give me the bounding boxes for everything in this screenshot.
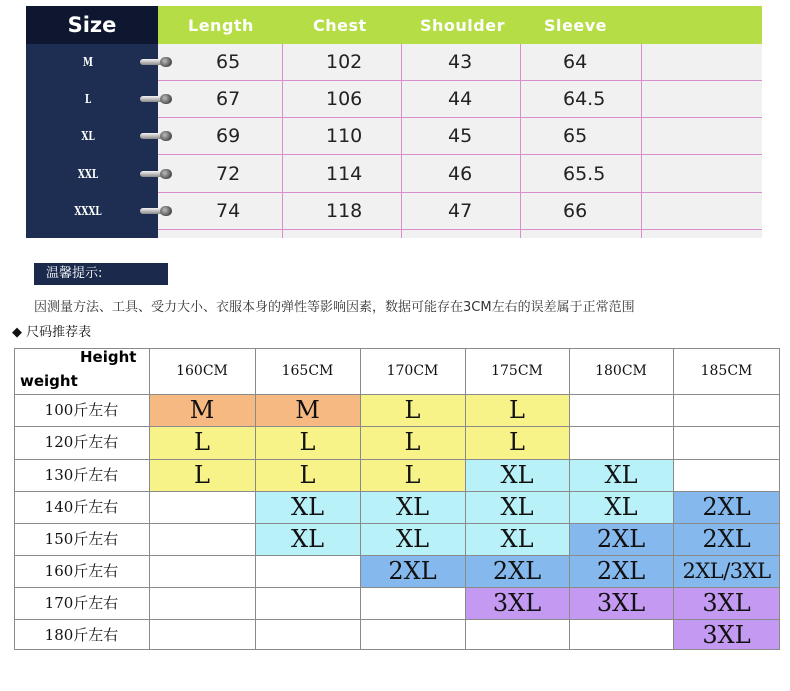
size-recommendation-table bbox=[14, 348, 780, 650]
weight-label: 150斤左右 bbox=[44, 530, 119, 548]
size-recommendation-cell: M bbox=[255, 394, 360, 426]
tips-label: 温馨提示: bbox=[34, 263, 168, 285]
grid-line bbox=[14, 459, 780, 460]
sleeve-header: Sleeve bbox=[544, 16, 607, 35]
size-recommendation-cell bbox=[255, 555, 360, 587]
length-value: 72 bbox=[216, 162, 241, 185]
weight-label: 170斤左右 bbox=[44, 594, 119, 612]
length-header: Length bbox=[188, 16, 254, 35]
grid-line bbox=[14, 491, 780, 492]
shoulder-value: 47 bbox=[448, 199, 473, 222]
grid-line bbox=[14, 523, 780, 524]
weight-label: 100斤左右 bbox=[44, 401, 119, 419]
size-recommendation-cell: L bbox=[149, 426, 255, 459]
height-header: 185CM bbox=[700, 363, 753, 379]
sleeve-value: 64 bbox=[563, 51, 588, 73]
size-recommendation-cell: XL bbox=[360, 523, 465, 555]
size-row bbox=[26, 118, 762, 155]
height-header: 170CM bbox=[386, 363, 439, 379]
shoulder-value: 46 bbox=[448, 162, 473, 185]
size-recommendation-cell: XL bbox=[569, 491, 673, 523]
chest-value: 106 bbox=[326, 88, 363, 111]
chest-header: Chest bbox=[313, 16, 367, 35]
size-recommendation-cell bbox=[255, 587, 360, 619]
size-recommendation-cell: L bbox=[149, 459, 255, 491]
size-recommendation-cell bbox=[673, 459, 780, 491]
size-recommendation-cell bbox=[149, 619, 255, 650]
size-recommendation-cell: L bbox=[360, 426, 465, 459]
size-recommendation-cell: 2XL bbox=[673, 491, 780, 523]
chest-value: 110 bbox=[326, 125, 363, 148]
length-value: 65 bbox=[216, 51, 241, 73]
size-recommendation-cell: 2XL bbox=[569, 555, 673, 587]
size-recommendation-cell: 2XL bbox=[465, 555, 569, 587]
size-recommendation-cell: 2XL bbox=[673, 523, 780, 555]
chest-value: 118 bbox=[326, 199, 363, 222]
size-recommendation-cell: M bbox=[149, 394, 255, 426]
column-divider bbox=[520, 44, 521, 238]
height-header: 175CM bbox=[491, 363, 543, 379]
binder-ring-icon bbox=[140, 94, 176, 104]
column-divider bbox=[641, 44, 642, 238]
length-value: 67 bbox=[216, 88, 241, 111]
height-header: 180CM bbox=[595, 363, 647, 379]
size-chart bbox=[26, 6, 762, 238]
shoulder-value: 43 bbox=[448, 51, 473, 73]
grid-line bbox=[14, 587, 780, 588]
chest-value: 102 bbox=[326, 51, 363, 73]
size-name: L bbox=[84, 92, 92, 107]
size-recommendation-cell: XL bbox=[465, 491, 569, 523]
size-name: XL bbox=[81, 129, 95, 144]
sleeve-value: 64.5 bbox=[563, 88, 606, 111]
shoulder-value: 45 bbox=[448, 125, 473, 148]
size-recommendation-cell: 3XL bbox=[673, 619, 780, 650]
recommendation-title: ◆ 尺码推荐表 bbox=[12, 325, 92, 340]
size-recommendation-cell: 2XL/3XL bbox=[673, 555, 780, 587]
size-recommendation-cell: L bbox=[465, 394, 569, 426]
size-recommendation-cell bbox=[149, 587, 255, 619]
weight-label: 160斤左右 bbox=[44, 562, 119, 580]
length-value: 69 bbox=[216, 125, 241, 148]
shoulder-header: Shoulder bbox=[420, 16, 505, 35]
binder-ring-icon bbox=[140, 131, 176, 141]
size-recommendation-cell: XL bbox=[569, 459, 673, 491]
column-divider bbox=[401, 44, 402, 238]
size-row bbox=[26, 81, 762, 118]
row-divider bbox=[158, 229, 762, 230]
size-recommendation-cell: L bbox=[465, 426, 569, 459]
size-recommendation-cell: L bbox=[255, 459, 360, 491]
size-recommendation-cell: 3XL bbox=[673, 587, 780, 619]
size-recommendation-cell bbox=[673, 426, 780, 459]
size-row bbox=[26, 44, 762, 81]
binder-ring-icon bbox=[140, 169, 176, 179]
size-name: XXL bbox=[77, 166, 99, 181]
size-recommendation-cell: L bbox=[360, 459, 465, 491]
weight-label: 140斤左右 bbox=[44, 498, 119, 516]
height-header: 165CM bbox=[281, 363, 334, 379]
size-recommendation-cell bbox=[673, 394, 780, 426]
weight-label: 130斤左右 bbox=[44, 466, 119, 484]
grid-line bbox=[14, 619, 780, 620]
size-recommendation-cell bbox=[149, 523, 255, 555]
size-name: M bbox=[83, 55, 93, 69]
weight-label: 180斤左右 bbox=[44, 626, 119, 644]
size-recommendation-cell bbox=[149, 491, 255, 523]
size-recommendation-cell bbox=[465, 619, 569, 650]
sleeve-value: 66 bbox=[563, 199, 588, 222]
grid-line bbox=[14, 555, 780, 556]
size-row bbox=[26, 156, 762, 193]
binder-ring-icon bbox=[140, 206, 176, 216]
grid-line bbox=[14, 649, 780, 650]
size-recommendation-cell bbox=[149, 555, 255, 587]
size-header-label: Size bbox=[26, 6, 158, 44]
size-recommendation-cell: L bbox=[255, 426, 360, 459]
size-recommendation-cell bbox=[255, 619, 360, 650]
size-recommendation-cell: XL bbox=[465, 523, 569, 555]
weight-label: 120斤左右 bbox=[44, 433, 119, 451]
size-recommendation-cell: XL bbox=[255, 491, 360, 523]
chest-value: 114 bbox=[326, 162, 363, 185]
corner-height-label: Height bbox=[80, 348, 137, 366]
column-divider bbox=[282, 44, 283, 238]
tips-text: 因测量方法、工具、受力大小、衣服本身的弹性等影响因素，数据可能存在3CM左右的误差属于正常范围 bbox=[34, 300, 635, 315]
binder-ring-icon bbox=[140, 57, 176, 67]
size-recommendation-cell: XL bbox=[255, 523, 360, 555]
size-recommendation-cell: 2XL bbox=[360, 555, 465, 587]
size-recommendation-cell bbox=[569, 394, 673, 426]
shoulder-value: 44 bbox=[448, 88, 473, 111]
size-recommendation-cell bbox=[360, 619, 465, 650]
size-recommendation-cell: 3XL bbox=[465, 587, 569, 619]
size-recommendation-cell: XL bbox=[360, 491, 465, 523]
corner-weight-label: weight bbox=[20, 372, 78, 390]
size-recommendation-cell: XL bbox=[465, 459, 569, 491]
size-recommendation-cell: L bbox=[360, 394, 465, 426]
size-row bbox=[26, 193, 762, 230]
sleeve-value: 65.5 bbox=[563, 162, 606, 185]
grid-line bbox=[14, 426, 780, 427]
length-value: 74 bbox=[216, 199, 241, 222]
sleeve-value: 65 bbox=[563, 125, 588, 148]
grid-line bbox=[14, 394, 780, 395]
size-recommendation-cell: 2XL bbox=[569, 523, 673, 555]
size-recommendation-cell bbox=[569, 426, 673, 459]
size-recommendation-cell bbox=[569, 619, 673, 650]
height-header: 160CM bbox=[176, 363, 228, 379]
size-recommendation-cell: 3XL bbox=[569, 587, 673, 619]
size-name: XXXL bbox=[74, 203, 102, 218]
size-recommendation-cell bbox=[360, 587, 465, 619]
